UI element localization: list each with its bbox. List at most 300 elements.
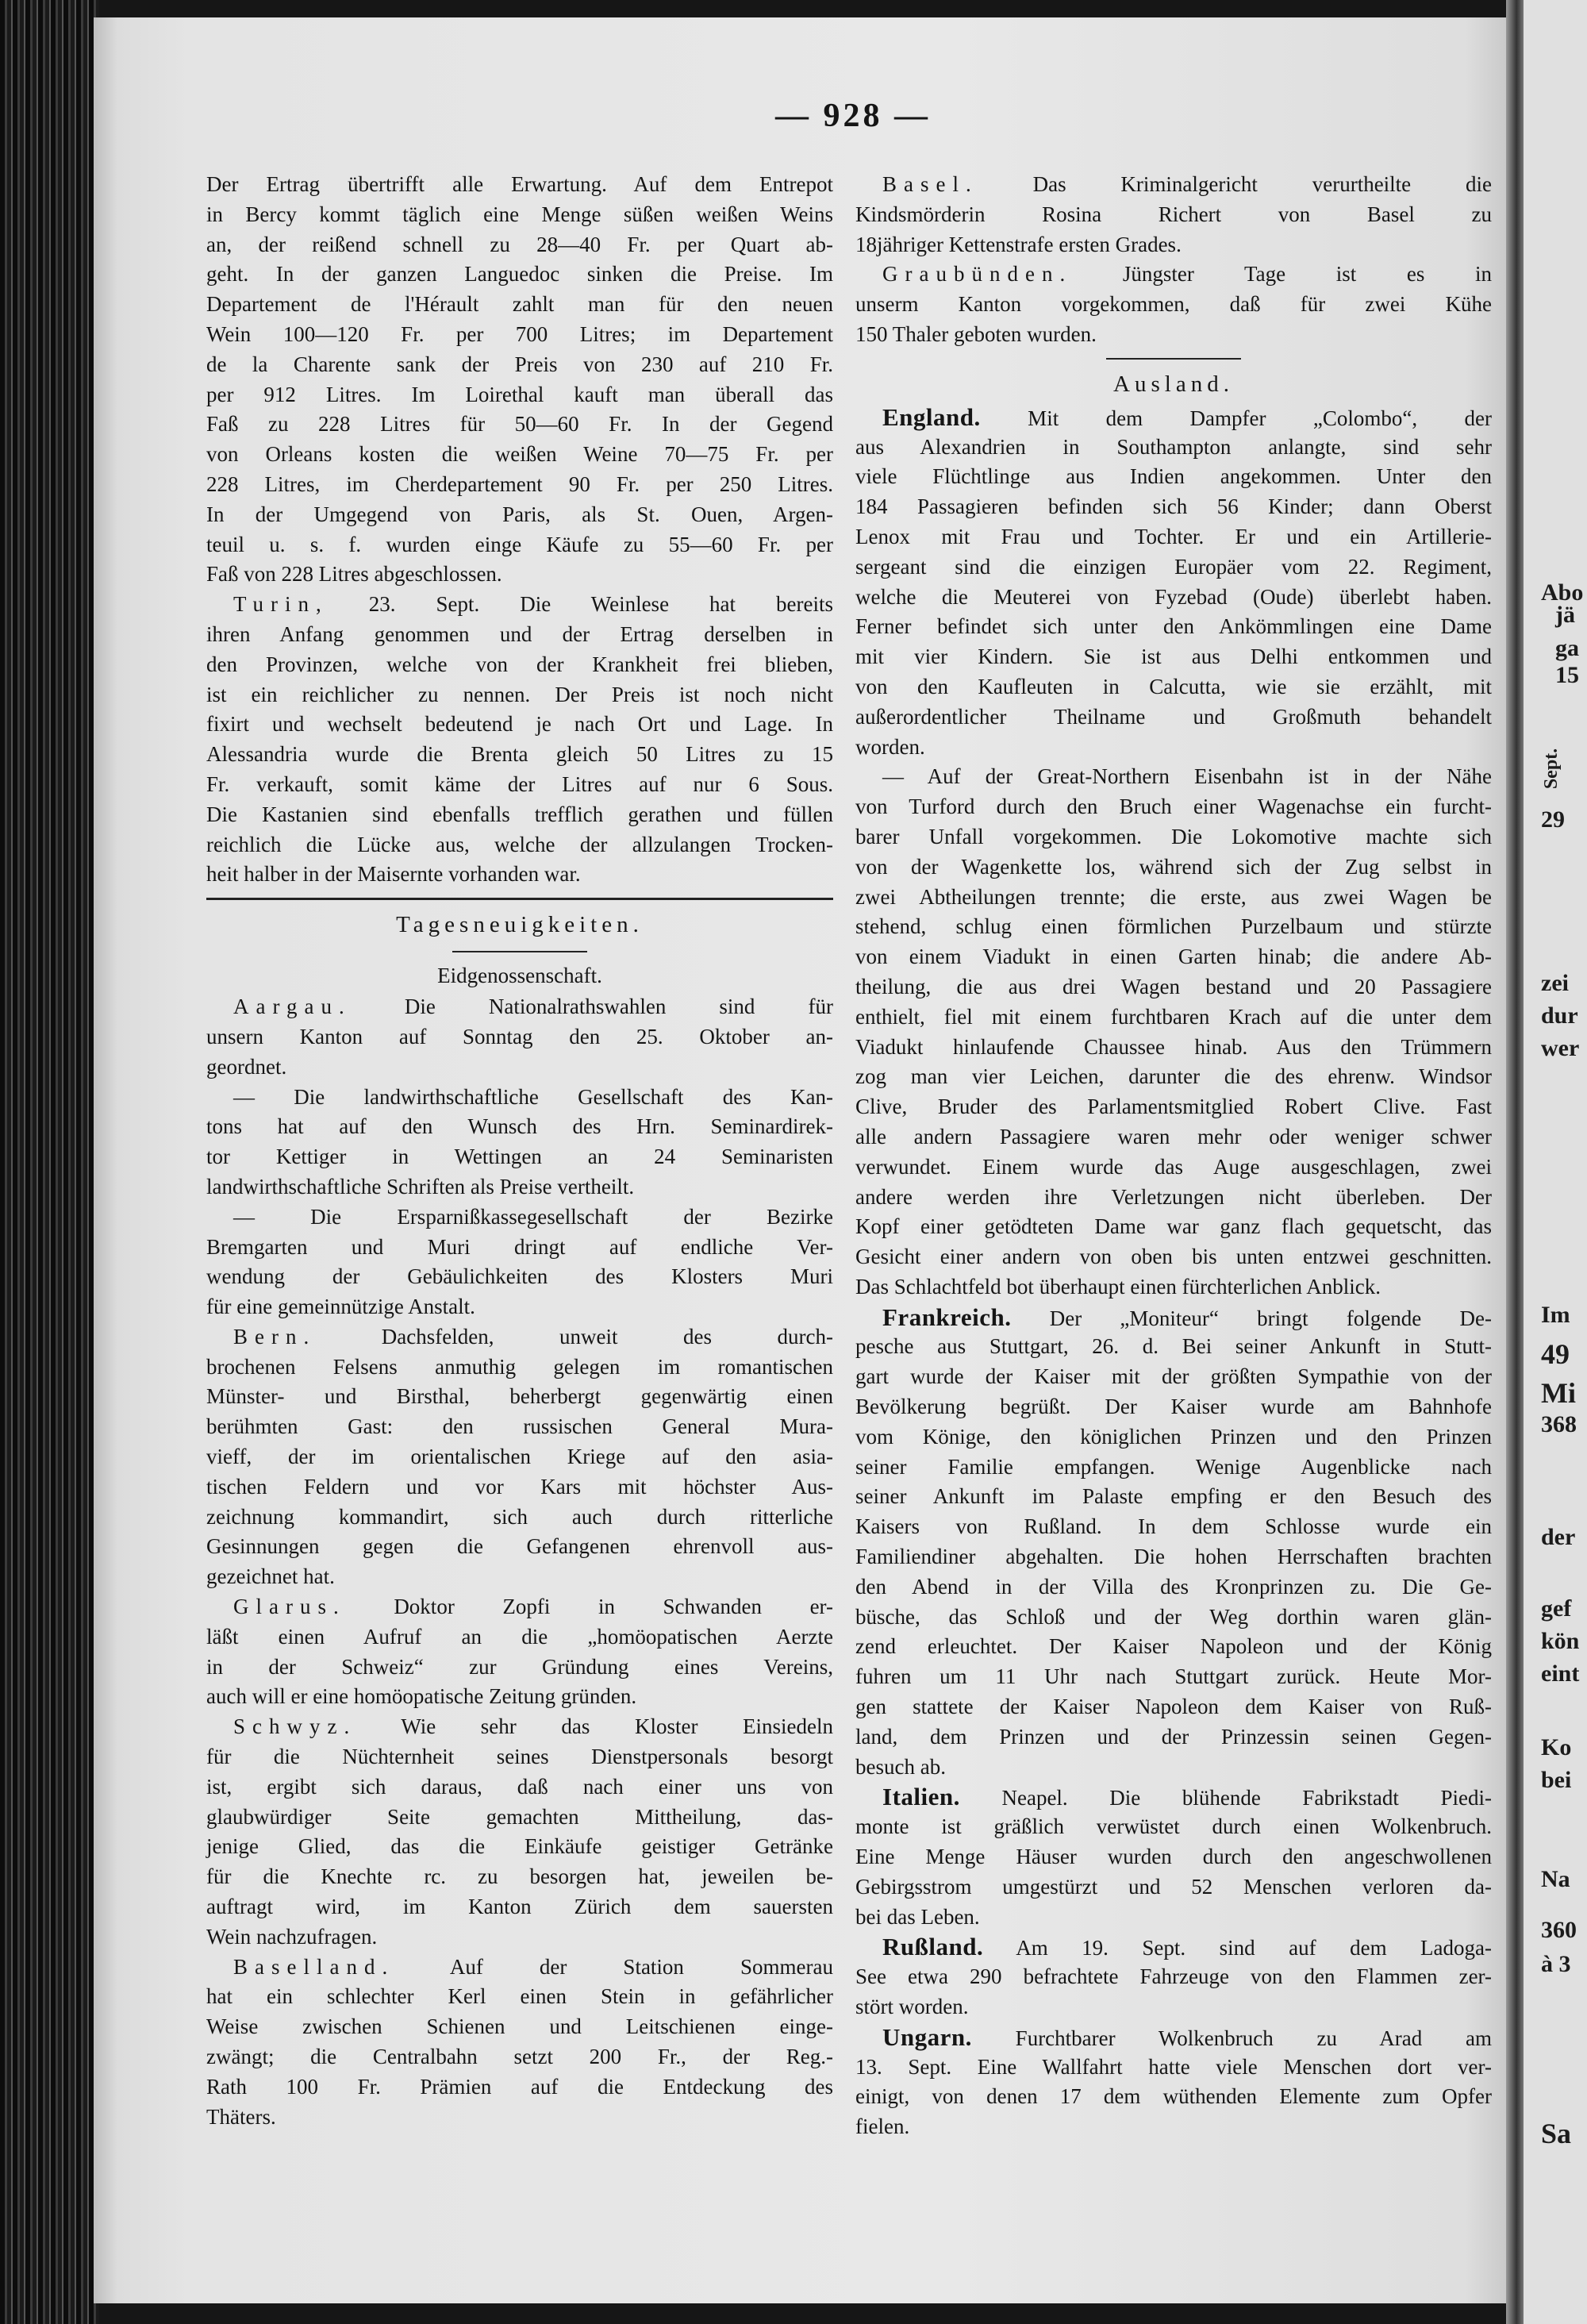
text-line <box>855 1632 1492 1662</box>
text-line <box>206 740 833 770</box>
text-line <box>206 860 833 890</box>
line-text: hat ein schlechter Kerl einen Stein in gefährlicher <box>206 1984 833 2009</box>
article-paragraph <box>206 1953 833 2133</box>
text-line <box>855 2082 1492 2112</box>
line-text: Faß zu 228 Litres für 50—60 Fr. In der Gegend <box>206 412 833 437</box>
line-text: worden. <box>855 734 925 759</box>
article-paragraph <box>206 170 833 590</box>
article-paragraph <box>855 1782 1492 1932</box>
text-line <box>855 883 1492 913</box>
line-text: barer Unfall vorgekommen. Die Lokomotive machte sich <box>855 824 1492 848</box>
text-line <box>206 1112 833 1142</box>
line-text: Kopf einer getödteten Dame war ganz flach gequetscht, das <box>855 1214 1492 1239</box>
line-text: von Orleans kosten die weißen Weine 70—75 Fr. per <box>206 442 833 467</box>
line-text: zwei Abtheilungen trennte; die erste, aus zwei Wagen be <box>855 884 1492 909</box>
line-text: unsern Kanton auf Sonntag den 25. Oktober an- <box>206 1024 833 1048</box>
line-text: pesche aus Stuttgart, 26. d. Bei seiner Ankunft in Stutt- <box>855 1334 1492 1359</box>
next-page-fragment: bei <box>1541 1767 1572 1793</box>
next-page-fragment: 15 <box>1555 662 1579 688</box>
text-line <box>855 230 1492 260</box>
text-line <box>206 2042 833 2072</box>
article-lead-word: Bern. <box>233 1324 317 1349</box>
article-lead-word: Frankreich. <box>882 1302 1012 1331</box>
text-line <box>855 672 1492 702</box>
text-line <box>206 1592 833 1622</box>
line-text: auftragt wird, im Kanton Zürich dem sauersten <box>206 1895 833 1919</box>
text-line <box>855 733 1492 763</box>
text-line <box>206 320 833 350</box>
text-line <box>855 200 1492 230</box>
line-text: außerordentlicher Theilname und Großmuth behandelt <box>855 704 1492 729</box>
text-line <box>206 1052 833 1083</box>
text-line <box>206 1382 833 1412</box>
line-text: Wein nachzufragen. <box>206 1924 378 1949</box>
line-text: fixirt und wechselt bedeutend je nach Ort und Lage. In <box>206 712 833 737</box>
line-text: per 912 Litres. Im Loirethal kauft man überall das <box>206 382 833 406</box>
text-line <box>855 1932 1492 1962</box>
text-line <box>206 1712 833 1742</box>
text-line <box>855 1422 1492 1452</box>
text-line <box>855 1812 1492 1842</box>
book-gutter <box>1506 0 1524 2324</box>
article-lead-word: Ungarn. <box>882 2022 972 2051</box>
line-text: geht. In der ganzen Languedoc sinken die Preise. Im <box>206 262 833 287</box>
text-line <box>206 710 833 740</box>
line-text: Wein 100—120 Fr. per 700 Litres; im Departement <box>206 321 833 346</box>
line-text: aus Alexandrien in Southampton anlangte, sind sehr <box>855 434 1492 459</box>
next-page-fragment: 29 <box>1541 806 1565 833</box>
next-page-fragment: à 3 <box>1541 1951 1571 1977</box>
text-line <box>855 1842 1492 1872</box>
article-lead-word: Basel. <box>882 172 978 196</box>
line-text: für die Nüchternheit seines Dienstpersonals besorgt <box>206 1745 833 1769</box>
line-text: tischen Feldern und vor Kars mit höchster Aus- <box>206 1474 833 1499</box>
line-text: Gebirgsstrom umgestürzt und 52 Menschen verloren da- <box>855 1874 1492 1899</box>
article-paragraph <box>206 1083 833 1202</box>
text-line <box>206 1532 833 1562</box>
line-text: von der Wagenkette los, während sich der Zug selbst in <box>855 854 1492 879</box>
text-line <box>855 1092 1492 1122</box>
line-text: land, dem Prinzen und der Prinzessin seinen Gegen- <box>855 1724 1492 1749</box>
line-text: zog man vier Leichen, darunter die des ehrenw. Windsor <box>855 1064 1492 1089</box>
line-text: Gesicht einer andern von oben bis unten entzwei geschnitten. <box>855 1245 1492 1269</box>
text-line <box>206 1322 833 1352</box>
text-line <box>855 942 1492 972</box>
text-line <box>855 433 1492 463</box>
line-text: von einem Viadukt in einen Garten hinab; die andere Ab- <box>855 945 1492 969</box>
article-paragraph <box>206 1592 833 1712</box>
text-line <box>206 1503 833 1533</box>
line-text: alle andern Passagiere waren mehr oder weniger schwer <box>855 1124 1492 1149</box>
text-line <box>855 1962 1492 1992</box>
line-text: 150 Thaler geboten wurden. <box>855 321 1097 346</box>
short-divider <box>1106 358 1241 360</box>
section-subheading: Eidgenossenschaft. <box>437 964 602 988</box>
line-text: Ferner befindet sich unter den Ankömmlingen eine Dame <box>855 614 1492 639</box>
text-line <box>206 1412 833 1442</box>
line-text: sergeant sind die einzigen Europäer vom 22. Regiment, <box>855 554 1492 579</box>
line-text: gart wurde der Kaiser mit der größten Sympathie von der <box>855 1364 1492 1389</box>
text-line <box>206 440 833 470</box>
text-line <box>206 470 833 500</box>
line-text: vom Könige, den königlichen Prinzen und den Prinzen <box>855 1424 1492 1449</box>
line-text: seiner Familie empfangen. Wenige Augenblicke nach <box>855 1454 1492 1479</box>
line-text: fuhren um 11 Uhr nach Stuttgart zurück. Heute Mor- <box>855 1664 1492 1689</box>
line-text: viele Flüchtlinge aus Indien angekommen. Unter den <box>855 464 1492 489</box>
line-text: gezeichnet hat. <box>206 1564 335 1589</box>
section-heading: Ausland. <box>1113 371 1234 397</box>
text-line <box>206 1142 833 1172</box>
text-line <box>206 1233 833 1263</box>
text-line <box>855 1302 1492 1333</box>
line-text: Die Kastanien sind ebenfalls trefflich gerathen und füllen <box>206 802 833 826</box>
next-page-fragment: der <box>1541 1524 1576 1550</box>
text-line <box>206 992 833 1022</box>
text-line <box>206 1892 833 1922</box>
line-text: Dachsfelden, unweit des durch- <box>316 1324 833 1349</box>
text-line <box>855 1782 1492 1812</box>
line-text: ihren Anfang genommen und der Ertrag derselben in <box>206 621 833 646</box>
line-text: teuil u. s. f. wurden einge Käufe zu 55—60 Fr. per <box>206 532 833 556</box>
line-text: Münster- und Birsthal, beherbergt gegenwärtig einen <box>206 1384 833 1409</box>
line-text: — Die landwirthschaftliche Gesellschaft des Kan- <box>233 1084 833 1109</box>
line-text: brochenen Felsens anmuthig gelegen im romantischen <box>206 1354 833 1379</box>
text-line <box>206 1622 833 1653</box>
short-divider <box>452 951 587 952</box>
text-line <box>206 230 833 260</box>
text-line <box>206 1472 833 1503</box>
text-line <box>855 612 1492 642</box>
text-line <box>855 1992 1492 2022</box>
text-line <box>855 2053 1492 2083</box>
line-text: Doktor Zopfi in Schwanden er- <box>345 1595 833 1619</box>
text-line <box>206 1653 833 1683</box>
text-line <box>206 1772 833 1803</box>
line-text: Wie sehr das Kloster Einsiedeln <box>356 1714 833 1739</box>
text-line <box>855 1482 1492 1512</box>
article-lead-word: Turin, <box>233 592 329 617</box>
next-page-fragment: zei <box>1541 970 1569 996</box>
text-line <box>855 852 1492 883</box>
line-text: ist, ergibt sich daraus, daß nach einer uns von <box>206 1774 833 1799</box>
text-line <box>855 1753 1492 1783</box>
text-line <box>206 200 833 230</box>
line-text: berühmten Gast: den russischen General Mura- <box>206 1414 833 1439</box>
line-text: stört worden. <box>855 1995 969 2019</box>
line-text: monte ist gräßlich verwüstet durch einen Wolkenbruch. <box>855 1814 1492 1839</box>
next-page-fragment: Na <box>1541 1866 1570 1892</box>
article-lead-word: Italien. <box>882 1783 960 1811</box>
line-text: besuch ab. <box>855 1754 946 1779</box>
line-text: 23. Sept. Die Weinlese hat bereits <box>328 592 833 617</box>
text-line <box>206 500 833 530</box>
text-line <box>206 350 833 380</box>
article-paragraph <box>855 1932 1492 2022</box>
right-column <box>855 170 1492 2142</box>
article-paragraph <box>855 762 1492 1302</box>
line-text: geordnet. <box>206 1054 287 1079</box>
line-text: Neapel. Die blühende Fabrikstadt Piedi- <box>959 1786 1492 1810</box>
text-line <box>206 170 833 200</box>
text-line <box>855 320 1492 350</box>
next-page-fragment: Sept. <box>1541 748 1562 790</box>
line-text: Weise zwischen Schienen und Leitschienen einge- <box>206 2014 833 2039</box>
text-line <box>206 2012 833 2042</box>
text-line <box>206 380 833 410</box>
next-page-strip <box>1524 0 1587 2324</box>
text-line <box>855 1452 1492 1483</box>
line-text: für die Knechte rc. zu besorgen hat, jeweilen be- <box>206 1864 833 1889</box>
article-paragraph <box>855 260 1492 349</box>
text-line <box>855 1392 1492 1422</box>
page-number: — 928 — <box>775 98 931 134</box>
line-text: vieff, der im orientalischen Kriege auf den asia- <box>206 1445 833 1469</box>
text-line <box>855 260 1492 290</box>
line-text: reichlich die Lücke aus, welche der allzulangen Trocken- <box>206 832 833 856</box>
next-page-fragment: 49 <box>1541 1338 1570 1370</box>
line-text: tons hat auf den Wunsch des Hrn. Seminardirek- <box>206 1114 833 1139</box>
text-line <box>206 1562 833 1592</box>
article-paragraph <box>206 590 833 890</box>
text-line <box>206 1262 833 1292</box>
next-page-fragment: Abo <box>1541 579 1584 606</box>
line-text: Gesinnungen gegen die Gefangenen ehrenvoll aus- <box>206 1534 833 1559</box>
next-page-fragment: eint <box>1541 1660 1580 1687</box>
line-text: Der Ertrag übertrifft alle Erwartung. Auf dem Entrepot <box>206 172 833 196</box>
text-line <box>206 680 833 710</box>
article-lead-word: Baselland. <box>233 1954 395 1979</box>
next-page-fragment: jä <box>1555 602 1575 628</box>
line-text: Das Kriminalgericht verurtheilte die <box>978 172 1492 196</box>
text-line <box>855 1033 1492 1063</box>
next-page-fragment: wer <box>1541 1035 1580 1061</box>
line-text: Clive, Bruder des Parlamentsmitglied Robert Clive. Fast <box>855 1095 1492 1119</box>
line-text: Bevölkerung begrüßt. Der Kaiser wurde am Bahnhofe <box>855 1395 1492 1419</box>
text-line <box>855 1722 1492 1753</box>
line-text: in Bercy kommt täglich eine Menge süßen weißen Weins <box>206 202 833 226</box>
article-paragraph <box>855 1302 1492 1783</box>
article-lead-word: Rußland. <box>882 1933 984 1961</box>
text-line <box>855 1242 1492 1272</box>
line-text: Kindsmörderin Rosina Richert von Basel zu <box>855 202 1492 226</box>
text-line <box>206 770 833 800</box>
line-text: unserm Kanton vorgekommen, daß für zwei Kühe <box>855 292 1492 317</box>
line-text: einigt, von denen 17 dem wüthenden Elemente zum Opfer <box>855 2084 1492 2109</box>
article-paragraph <box>855 402 1492 763</box>
text-line <box>855 1152 1492 1183</box>
text-line <box>855 1362 1492 1392</box>
text-line <box>206 1982 833 2012</box>
line-text: andere werden ihre Verletzungen nicht überleben. Der <box>855 1184 1492 1209</box>
text-line <box>855 2022 1492 2053</box>
text-line <box>206 260 833 290</box>
line-text: Lenox mit Frau und Tochter. Er und ein Artillerie- <box>855 524 1492 548</box>
article-paragraph <box>206 1712 833 1952</box>
line-text: 18jähriger Kettenstrafe ersten Grades. <box>855 232 1182 256</box>
line-text: Bremgarten und Muri dringt auf endliche Ver- <box>206 1234 833 1259</box>
line-text: heit halber in der Maisernte vorhanden war. <box>206 862 581 887</box>
line-text: Eine Menge Häuser wurden durch den angeschwollenen <box>855 1845 1492 1869</box>
line-text: in der Schweiz“ zur Gründung eines Vereins, <box>206 1654 833 1679</box>
article-lead-word: Aargau. <box>233 995 352 1019</box>
line-text: für eine gemeinnützige Anstalt. <box>206 1295 475 1319</box>
line-text: Rath 100 Fr. Prämien auf die Entdeckung des <box>206 2074 833 2099</box>
line-text: den Provinzen, welche von der Krankheit frei blieben, <box>206 652 833 676</box>
line-text: wendung der Gebäulichkeiten des Klosters Muri <box>206 1264 833 1289</box>
text-line <box>855 522 1492 552</box>
line-text: von Turford durch den Bruch einer Wagenachse ein furcht- <box>855 795 1492 819</box>
line-text: jenige Glied, das die Einkäufe geistiger Getränke <box>206 1834 833 1859</box>
section-heading: Tagesneuigkeiten. <box>396 912 644 938</box>
left-column <box>206 170 833 2132</box>
text-line <box>855 1542 1492 1572</box>
next-page-fragment: 360 <box>1541 1917 1577 1943</box>
text-line <box>855 762 1492 792</box>
article-lead-word: England. <box>882 402 981 431</box>
next-page-fragment: Mi <box>1541 1377 1576 1409</box>
next-page-fragment: Ko <box>1541 1734 1572 1760</box>
text-line <box>206 620 833 650</box>
text-line <box>855 1662 1492 1692</box>
line-text: Die Nationalrathswahlen sind für <box>351 995 833 1019</box>
text-line <box>855 1272 1492 1302</box>
text-line <box>855 702 1492 733</box>
text-line <box>206 1742 833 1772</box>
article-paragraph <box>855 170 1492 260</box>
line-text: zwängt; die Centralbahn setzt 200 Fr., der Reg.- <box>206 2045 833 2069</box>
next-page-fragment: gef <box>1541 1595 1572 1622</box>
line-text: Jüngster Tage ist es in <box>1072 262 1492 287</box>
line-text: 228 Litres, im Cherdepartement 90 Fr. per 250 Litres. <box>206 471 833 496</box>
next-page-fragment: dur <box>1541 1002 1578 1029</box>
line-text: welche die Meuterei von Fyzebad (Oude) überlebt haben. <box>855 584 1492 609</box>
line-text: ist ein reichlicher zu nennen. Der Preis ist noch nicht <box>206 682 833 706</box>
line-text: landwirthschaftliche Schriften als Preise vertheilt. <box>206 1174 635 1199</box>
text-line <box>855 290 1492 320</box>
line-text: — Die Ersparnißkassegesellschaft der Bezirke <box>233 1204 833 1229</box>
text-line <box>855 1872 1492 1903</box>
text-line <box>855 583 1492 613</box>
line-text: Thäters. <box>206 2104 276 2129</box>
article-lead-word: Graubünden. <box>882 262 1073 287</box>
line-text: fielen. <box>855 2114 910 2139</box>
line-text: theilung, die aus drei Wagen bestand und 20 Passagiere <box>855 974 1492 998</box>
line-text: zend erleuchtet. Der Kaiser Napoleon und der König <box>855 1634 1492 1659</box>
line-text: 13. Sept. Eine Wallfahrt hatte viele Menschen dort ver- <box>855 2054 1492 2079</box>
text-line <box>206 830 833 860</box>
book-page-edges <box>0 0 99 2324</box>
text-line <box>206 1832 833 1862</box>
text-line <box>855 1122 1492 1152</box>
text-line <box>855 1002 1492 1033</box>
line-text: tor Kettiger in Wettingen an 24 Seminaristen <box>206 1145 833 1169</box>
line-text: läßt einen Aufruf an die „homöopatischen Aerzte <box>206 1624 833 1649</box>
next-page-fragment: kön <box>1541 1628 1580 1654</box>
text-line <box>206 1022 833 1052</box>
line-text: — Auf der Great-Northern Eisenbahn ist in der Nähe <box>882 764 1492 789</box>
text-line <box>855 170 1492 200</box>
text-line <box>855 402 1492 433</box>
text-line <box>855 972 1492 1002</box>
text-line <box>206 1352 833 1383</box>
text-line <box>206 1862 833 1892</box>
text-line <box>855 1512 1492 1542</box>
line-text: von den Kaufleuten in Calcutta, wie sie erzählt, mit <box>855 674 1492 698</box>
text-line <box>206 1803 833 1833</box>
line-text: Der „Moniteur“ bringt folgende De- <box>1011 1306 1492 1330</box>
line-text: 184 Passagieren befinden sich 56 Kinder; dann Oberst <box>855 494 1492 519</box>
text-line <box>855 492 1492 522</box>
article-paragraph <box>206 1202 833 1322</box>
next-page-fragment: ga <box>1555 635 1579 661</box>
article-paragraph <box>855 2022 1492 2142</box>
next-page-fragment: 368 <box>1541 1411 1577 1437</box>
text-line <box>206 530 833 560</box>
line-text: verwundet. Einem wurde das Auge ausgeschlagen, zwei <box>855 1154 1492 1179</box>
line-text: Alessandria wurde die Brenta gleich 50 Litres zu 15 <box>206 742 833 767</box>
line-text: Kaisers von Rußland. In dem Schlosse wurde ein <box>855 1514 1492 1539</box>
line-text: Mit dem Dampfer „Colombo“, der <box>980 406 1492 430</box>
line-text: glaubwürdiger Seite gemachten Mittheilung, das- <box>206 1804 833 1829</box>
text-line <box>855 1603 1492 1633</box>
text-line <box>855 642 1492 672</box>
line-text: bei das Leben. <box>855 1904 980 1929</box>
text-line <box>206 2103 833 2133</box>
text-line <box>206 1922 833 1953</box>
text-line <box>206 1083 833 1113</box>
article-paragraph <box>206 1322 833 1592</box>
text-line <box>855 1332 1492 1362</box>
text-line <box>206 650 833 680</box>
line-text: Viadukt hinlaufende Chaussee hinab. Aus den Trümmern <box>855 1034 1492 1059</box>
article-lead-word: Glarus. <box>233 1595 346 1619</box>
text-line <box>855 462 1492 492</box>
text-line <box>206 1682 833 1712</box>
line-text: Departement de l'Hérault zahlt man für den neuen <box>206 292 833 317</box>
next-page-fragment: Im <box>1541 1302 1570 1328</box>
text-line <box>855 1572 1492 1603</box>
line-text: Das Schlachtfeld bot überhaupt einen fürchterlichen Anblick. <box>855 1274 1381 1299</box>
line-text: büsche, das Schloß und der Weg dorthin waren glän- <box>855 1604 1492 1629</box>
next-page-fragment: Sa <box>1541 2118 1572 2149</box>
line-text: seiner Ankunft im Palaste empfing er den Besuch des <box>855 1484 1492 1509</box>
text-line <box>206 1202 833 1233</box>
line-text: stehend, schlug einen förmlichen Purzelbaum und stürzte <box>855 914 1492 939</box>
text-line <box>855 1903 1492 1933</box>
text-line <box>206 410 833 440</box>
article-lead-word: Schwyz. <box>233 1714 357 1739</box>
text-line <box>206 1172 833 1202</box>
text-line <box>206 800 833 830</box>
text-line <box>206 1953 833 1983</box>
section-divider <box>206 898 833 900</box>
line-text: Am 19. Sept. sind auf dem Ladoga- <box>983 1936 1492 1960</box>
line-text: mit vier Kindern. Sie ist aus Delhi entkommen und <box>855 644 1492 669</box>
text-line <box>855 822 1492 852</box>
text-line <box>855 792 1492 822</box>
line-text: zeichnung kommandirt, sich auch durch ritterliche <box>206 1504 833 1529</box>
text-line <box>206 2072 833 2103</box>
line-text: de la Charente sank der Preis von 230 auf 210 Fr. <box>206 352 833 376</box>
line-text: Familiendiner abgehalten. Die hohen Herrschaften brachten <box>855 1545 1492 1569</box>
text-line <box>206 560 833 590</box>
line-text: Fr. verkauft, somit käme der Litres auf nur 6 Sous. <box>206 771 833 796</box>
line-text: Furchtbarer Wolkenbruch zu Arad am <box>971 2026 1492 2050</box>
text-line <box>206 290 833 320</box>
text-line <box>855 2112 1492 2142</box>
line-text: an, der reißend schnell zu 28—40 Fr. per Quart ab- <box>206 232 833 256</box>
line-text: Auf der Station Sommerau <box>394 1954 833 1979</box>
